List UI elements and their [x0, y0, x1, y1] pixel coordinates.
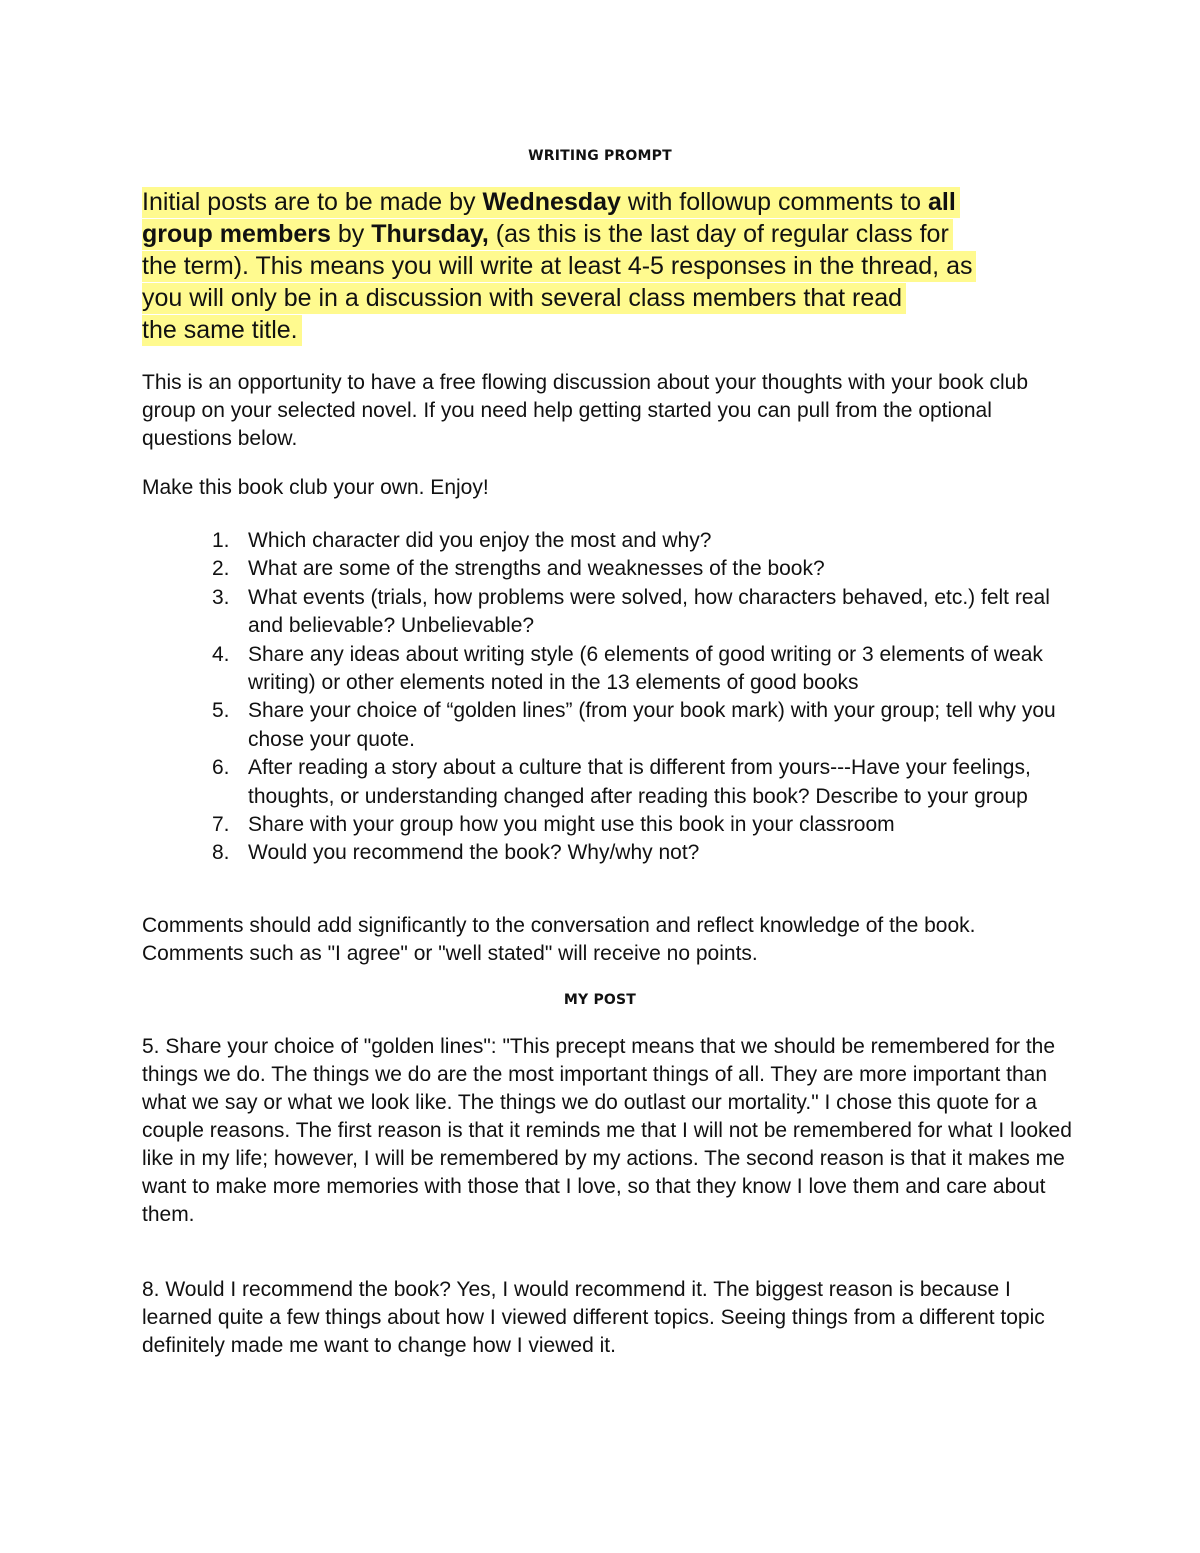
highlight-text: the term). This means you will write at least 4-5 responses in the thread, as: [142, 251, 976, 282]
question-number: 8.: [212, 841, 230, 865]
highlight-line-1: [142, 186, 1062, 218]
question-item: [212, 754, 1072, 811]
question-number: 6.: [212, 756, 230, 780]
highlight-bold-text: Wednesday: [482, 188, 621, 216]
question-item: [212, 811, 1072, 839]
question-number: 3.: [212, 585, 230, 609]
highlight-text: the same title.: [142, 315, 302, 346]
highlighted-instructions: [142, 186, 1062, 346]
highlight-text: Initial posts are to be made by: [142, 188, 483, 216]
question-item: [212, 555, 1072, 583]
question-number: 5.: [212, 699, 230, 723]
highlight-line-5: [142, 314, 1062, 346]
highlight-text: you will only be in a discussion with several class members that read: [142, 283, 906, 314]
question-number: 1.: [212, 529, 230, 552]
intro-paragraph: This is an opportunity to have a free flowing discussion about your thoughts with your book club group on your selected novel. If you need help getting started you can pull from the optional questions below.: [142, 371, 1029, 450]
question-item: [212, 641, 1072, 698]
question-text: Share your choice of “golden lines” (from your book mark) with your group; tell why you chose your quote.: [248, 699, 1056, 751]
highlight-bold-text: Thursday,: [371, 220, 489, 248]
question-number: 4.: [212, 642, 230, 666]
post-answer-5: 5. Share your choice of "golden lines": "This precept means that we should be remembered for the things we do. The things we do are the most important things of all. They are more important than what we say or what we look like. The things we do outlast our mortality." I chose this quote for a couple reasons. The first reason is that it reminds me that I will not be remembered for what I looked like in my life; however, I will be remembered by my actions. The second reason is that it makes me want to make more memories with those that I love, so that they know I love them and care about them.: [142, 1035, 1072, 1226]
question-item: [212, 839, 1072, 867]
enjoy-paragraph: Make this book club your own. Enjoy!: [142, 476, 489, 499]
question-text: After reading a story about a culture that is different from yours---Have your feelings, thoughts, or understanding changed after reading this book? Describe to your group: [248, 756, 1031, 808]
writing-prompt-heading: WRITING PROMPT: [528, 148, 672, 164]
question-text: Would you recommend the book? Why/why not?: [248, 841, 700, 865]
highlight-bold-text: group members: [142, 220, 331, 248]
question-text: Share any ideas about writing style (6 elements of good writing or 3 elements of weak writing) or other elements noted in the 13 elements of good books: [248, 642, 1043, 695]
highlight-line-2: [142, 218, 1062, 250]
my-post-heading: MY POST: [563, 992, 637, 1008]
highlight-text: with followup comments to: [620, 188, 929, 216]
highlight-bold-text: all: [928, 188, 956, 216]
post-answer-8: 8. Would I recommend the book? Yes, I would recommend it. The biggest reason is because I learned quite a few things about how I viewed different topics. Seeing things from a different topic definitely made me want to change how I viewed it.: [142, 1278, 1045, 1357]
question-item: [212, 527, 1072, 555]
highlight-line-4: [142, 282, 1062, 314]
question-text: What events (trials, how problems were solved, how characters behaved, etc.) felt real and believable? Unbelievable?: [248, 585, 1050, 638]
question-item: [212, 584, 1072, 641]
question-number: 2.: [212, 557, 230, 581]
question-text: Which character did you enjoy the most and why?: [248, 529, 712, 552]
question-item: [212, 697, 1072, 754]
highlight-text: by: [330, 220, 372, 248]
optional-questions-list: [212, 527, 1072, 868]
highlight-text: (as this is the last day of regular class for: [488, 220, 949, 248]
question-text: Share with your group how you might use this book in your classroom: [248, 813, 895, 837]
question-number: 7.: [212, 813, 230, 837]
highlight-line-3: [142, 250, 1062, 282]
question-text: What are some of the strengths and weaknesses of the book?: [248, 557, 825, 581]
comments-note-paragraph: Comments should add significantly to the conversation and reflect knowledge of the book. Comments such as "I agree" or "well stated" will receive no points.: [142, 914, 976, 965]
